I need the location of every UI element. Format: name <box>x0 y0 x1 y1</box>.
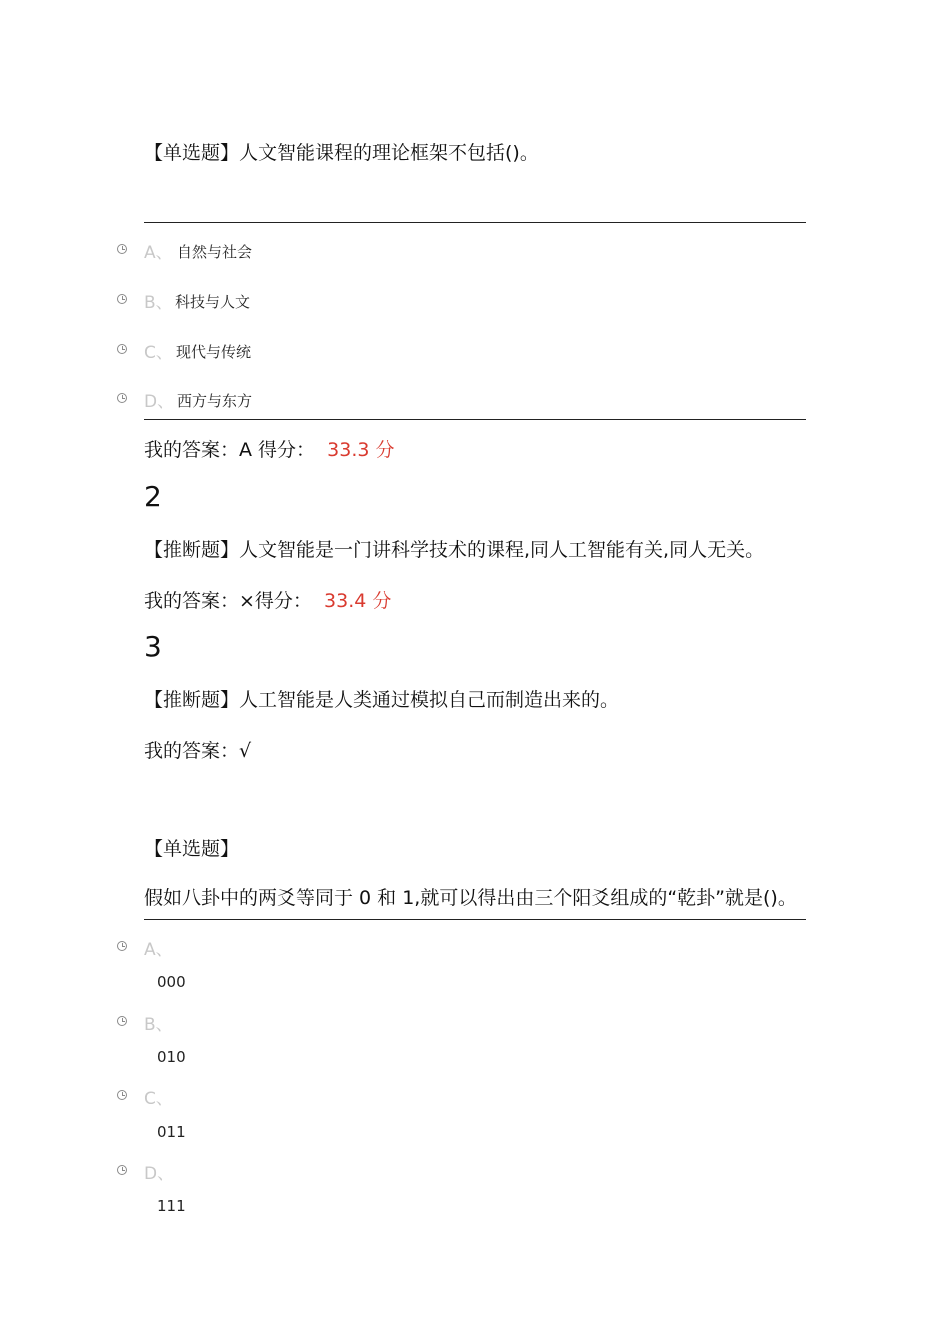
option-text: 000 <box>157 973 186 991</box>
question-1-text: 【单选题】人文智能课程的理论框架不包括()。 <box>144 142 539 164</box>
option-letter: D、 <box>144 1164 175 1184</box>
option-letter: A、 <box>144 940 173 960</box>
option-text: 111 <box>157 1197 186 1215</box>
score-value: 33.3 分 <box>327 439 395 461</box>
score-value: 33.4 分 <box>324 590 392 612</box>
option-letter: C、 <box>144 1089 173 1109</box>
question-2-answer <box>144 586 391 613</box>
radio-icon[interactable] <box>117 941 127 951</box>
option-letter: A、 <box>144 243 173 263</box>
question-4-type: 【单选题】 <box>144 838 240 860</box>
radio-icon[interactable] <box>117 1090 127 1100</box>
answer-label: 我的答案：×得分： <box>144 590 312 612</box>
option-letter: B、 <box>144 293 173 313</box>
option-letter: D、 <box>144 392 175 412</box>
question-4-text: 假如八卦中的两爻等同于 0 和 1,就可以得出由三个阳爻组成的“乾卦”就是()。 <box>144 887 797 909</box>
radio-icon[interactable] <box>117 294 127 304</box>
question-2-number: 2 <box>144 480 162 513</box>
radio-icon[interactable] <box>117 244 127 254</box>
option-letter: B、 <box>144 1015 173 1035</box>
option-text: 自然与社会 <box>177 243 253 261</box>
divider <box>144 222 806 223</box>
divider <box>144 419 806 420</box>
divider <box>144 919 806 920</box>
question-3-text: 【推断题】人工智能是人类通过模拟自己而制造出来的。 <box>144 689 620 711</box>
option-letter: C、 <box>144 343 173 363</box>
radio-icon[interactable] <box>117 393 127 403</box>
answer-label: 我的答案：A 得分： <box>144 439 316 461</box>
option-text: 010 <box>157 1048 186 1066</box>
option-text: 011 <box>157 1123 186 1141</box>
question-2-text: 【推断题】人文智能是一门讲科学技术的课程,同人工智能有关,同人无关。 <box>144 539 765 561</box>
option-text: 西方与东方 <box>177 392 253 410</box>
question-3-answer: 我的答案：√ <box>144 740 252 762</box>
question-3-number: 3 <box>144 630 162 663</box>
option-text: 现代与传统 <box>176 343 252 361</box>
radio-icon[interactable] <box>117 344 127 354</box>
question-1-answer <box>144 435 395 462</box>
radio-icon[interactable] <box>117 1016 127 1026</box>
option-text: 科技与人文 <box>175 293 251 311</box>
radio-icon[interactable] <box>117 1165 127 1175</box>
